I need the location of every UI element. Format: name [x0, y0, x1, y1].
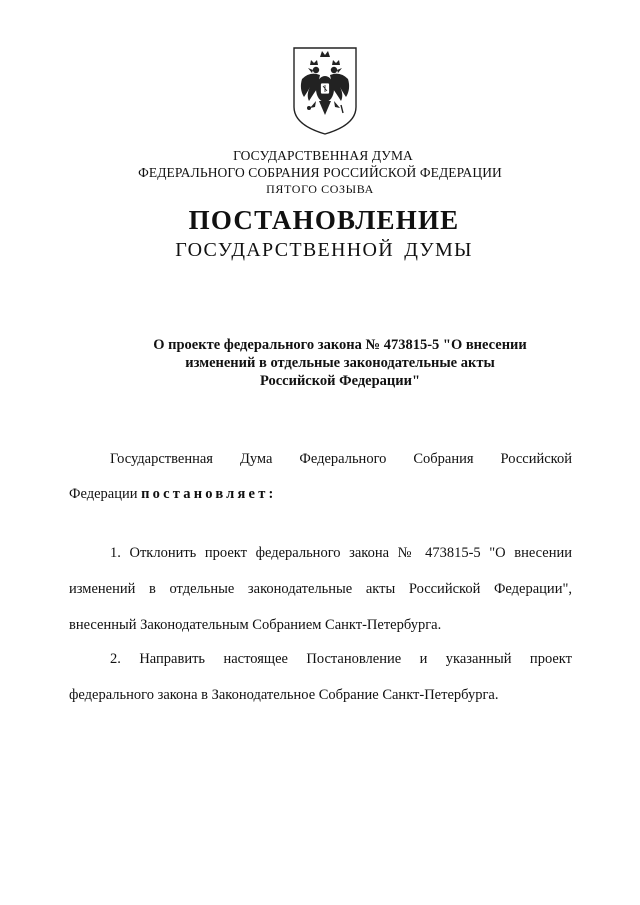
item-1-line-1: 1. Отклонить проект федерального закона № 473815-5 "О внесении: [110, 545, 572, 561]
subject-line-3: Российской Федерации": [259, 373, 421, 389]
intro-line-2-start: Федерации: [69, 486, 142, 502]
item-2-line-1: 2. Направить настоящее Постановление и указанный проект: [110, 651, 572, 667]
item-1-line-2: изменений в отдельные законодательные акты Российской Федерации",: [69, 581, 572, 597]
resolves-word: постановляет:: [141, 486, 277, 502]
subject-line-2: изменений в отдельные законодательные акты: [185, 355, 495, 371]
subject-line-1: О проекте федерального закона № 473815-5 "О внесении: [153, 337, 527, 353]
header-block: [0, 147, 640, 198]
item-2-line-2: федерального закона в Законодательное Собрание Санкт-Петербурга.: [69, 687, 499, 703]
header-line-2: ФЕДЕРАЛЬНОГО СОБРАНИЯ РОССИЙСКОЙ ФЕДЕРАЦИИ: [138, 165, 502, 180]
item-1-line-3: внесенный Законодательным Собранием Санкт-Петербурга.: [69, 617, 442, 633]
header-line-3: ПЯТОГО СОЗЫВА: [266, 182, 374, 196]
document-title: ПОСТАНОВЛЕНИЕ: [188, 205, 460, 235]
resolution-subject: [0, 336, 640, 390]
document-subtitle: ГОСУДАРСТВЕННОЙ ДУМЫ: [175, 239, 473, 261]
coat-of-arms-icon: [290, 45, 360, 137]
header-line-1: ГОСУДАРСТВЕННАЯ ДУМА: [233, 148, 413, 163]
intro-line-2: [69, 486, 277, 503]
intro-line-1: Государственная Дума Федерального Собрания Российской: [110, 451, 572, 467]
